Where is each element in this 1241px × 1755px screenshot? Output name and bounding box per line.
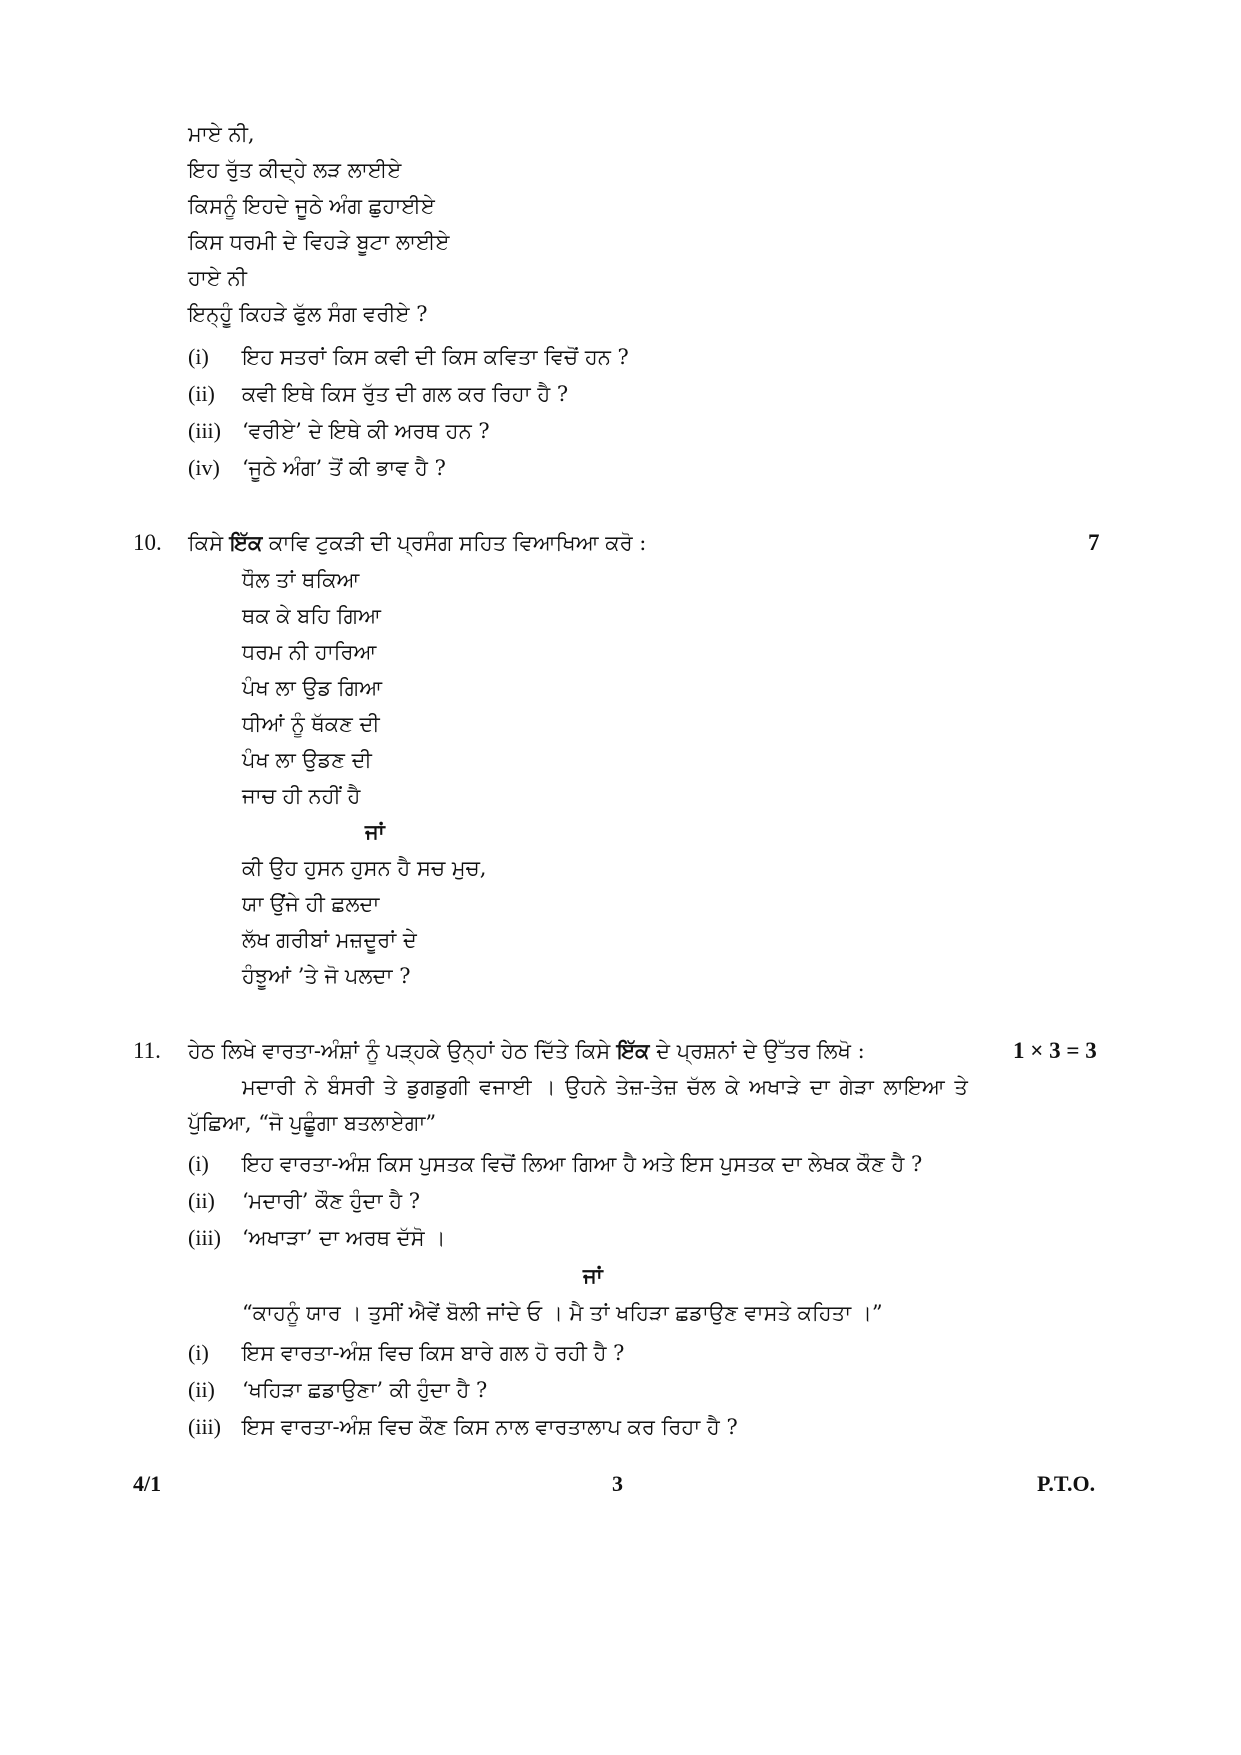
question-marks: 1 × 3 = 3 [1013, 1038, 1097, 1063]
poem-line: ਇਨ੍ਹੂੰ ਕਿਹੜੇ ਫੁੱਲ ਸੰਗ ਵਰੀਏ ? [188, 302, 428, 326]
sub-question-label: (iii) [188, 1225, 221, 1250]
sub-question-text: ‘ਅਖਾੜਾ’ ਦਾ ਅਰਥ ਦੱਸੋ । [242, 1226, 446, 1250]
sub-question-label: (i) [188, 1340, 209, 1365]
passage-line: ਮਦਾਰੀ ਨੇ ਬੰਸਰੀ ਤੇ ਡੁਗਡੁਗੀ ਵਜਾਈ । ਉਹਨੇ ਤੇਜ਼-ਤੇਜ਼ ਚੱਲ ਕੇ ਅਖਾੜੇ ਦਾ ਗੇੜਾ ਲਾਇਆ ਤੇ [242, 1075, 968, 1099]
sub-question-label: (i) [188, 344, 209, 369]
sub-question-label: (ii) [188, 381, 215, 406]
poem-line: ਹੰਝੂਆਂ ’ਤੇ ਜੋ ਪਲਦਾ ? [242, 964, 411, 988]
poem-line: ਕਿਸ ਧਰਮੀ ਦੇ ਵਿਹੜੇ ਬੂਟਾ ਲਾਈਏ [188, 230, 450, 254]
page-number: 3 [612, 1471, 623, 1496]
question-marks: 7 [1088, 530, 1100, 555]
question-number: 10. [133, 530, 162, 555]
sub-question-label: (i) [188, 1151, 209, 1176]
sub-question-label: (ii) [188, 1188, 215, 1213]
question-number: 11. [133, 1038, 161, 1063]
poem-line: ਜਾਚ ਹੀ ਨਹੀਂ ਹੈ [242, 784, 361, 808]
poem-line: ਪੰਖ ਲਾ ਉਡਣ ਦੀ [242, 748, 372, 772]
passage-line: ਪੁੱਛਿਆ, “ਜੋ ਪੁਛੂੰਗਾ ਬਤਲਾਏਗਾ” [188, 1111, 437, 1135]
sub-question-text: ‘ਜੂਠੇ ਅੰਗ’ ਤੋਂ ਕੀ ਭਾਵ ਹੈ ? [242, 456, 446, 480]
sub-question-text: ਇਹ ਵਾਰਤਾ-ਅੰਸ਼ ਕਿਸ ਪੁਸਤਕ ਵਿਚੋਂ ਲਿਆ ਗਿਆ ਹੈ ਅਤੇ ਇਸ ਪੁਸਤਕ ਦਾ ਲੇਖਕ ਕੌਣ ਹੈ ? [242, 1152, 923, 1176]
paper-code: 4/1 [133, 1471, 162, 1496]
poem-line: ਹਾਏ ਨੀ [188, 266, 247, 290]
sub-question-text: ਇਸ ਵਾਰਤਾ-ਅੰਸ਼ ਵਿਚ ਕੌਣ ਕਿਸ ਨਾਲ ਵਾਰਤਾਲਾਪ ਕਰ ਰਿਹਾ ਹੈ ? [242, 1415, 738, 1439]
poem-line: ਧਰਮ ਨੀ ਹਾਰਿਆ [242, 640, 377, 664]
sub-question-label: (ii) [188, 1377, 215, 1402]
poem-line: ਧੌਲ ਤਾਂ ਥਕਿਆ [242, 568, 360, 592]
sub-question-label: (iii) [188, 1414, 221, 1439]
sub-question-text: ਕਵੀ ਇਥੇ ਕਿਸ ਰੁੱਤ ਦੀ ਗਲ ਕਰ ਰਿਹਾ ਹੈ ? [242, 382, 569, 406]
or-separator: ਜਾਂ [365, 819, 385, 844]
question-text: ਹੇਠ ਲਿਖੇ ਵਾਰਤਾ-ਅੰਸ਼ਾਂ ਨੂੰ ਪੜ੍ਹਕੇ ਉਨ੍ਹਾਂ ਹੇਠ ਦਿੱਤੇ ਕਿਸੇ ਇੱਕ ਦੇ ਪ੍ਰਸ਼ਨਾਂ ਦੇ ਉੱਤਰ ਲਿਖੋ : [188, 1038, 865, 1063]
sub-question-text: ‘ਵਰੀਏ’ ਦੇ ਇਥੇ ਕੀ ਅਰਥ ਹਨ ? [242, 419, 490, 443]
poem-line: ਕੀ ਉਹ ਹੁਸਨ ਹੁਸਨ ਹੈ ਸਚ ਮੁਚ, [242, 856, 487, 880]
poem-line: ਯਾ ਉਂਜੇ ਹੀ ਛਲਦਾ [242, 892, 380, 916]
sub-question-text: ‘ਮਦਾਰੀ’ ਕੌਣ ਹੁੰਦਾ ਹੈ ? [242, 1189, 421, 1213]
pto-label: P.T.O. [1037, 1471, 1096, 1496]
poem-line: ਕਿਸਨੂੰ ਇਹਦੇ ਜੂਠੇ ਅੰਗ ਛੁਹਾਈਏ [188, 194, 435, 218]
sub-question-text: ‘ਖਹਿੜਾ ਛਡਾਉਣਾ’ ਕੀ ਹੁੰਦਾ ਹੈ ? [242, 1378, 488, 1402]
poem-line: ਲੱਖ ਗਰੀਬਾਂ ਮਜ਼ਦੂਰਾਂ ਦੇ [242, 928, 417, 952]
poem-line: ਧੀਆਂ ਨੂੰ ਥੱਕਣ ਦੀ [242, 712, 380, 736]
poem-line: ਪੰਖ ਲਾ ਉਡ ਗਿਆ [242, 676, 383, 700]
poem-line: ਮਾਏ ਨੀ, [188, 122, 255, 146]
poem-line: ਥਕ ਕੇ ਬਹਿ ਗਿਆ [242, 604, 381, 628]
sub-question-label: (iii) [188, 418, 221, 443]
poem-line: ਇਹ ਰੁੱਤ ਕੀਦ੍ਹੇ ਲੜ ਲਾਈਏ [188, 158, 402, 182]
sub-question-text: ਇਸ ਵਾਰਤਾ-ਅੰਸ਼ ਵਿਚ ਕਿਸ ਬਾਰੇ ਗਲ ਹੋ ਰਹੀ ਹੈ ? [242, 1341, 625, 1365]
passage-line: “ਕਾਹਨੂੰ ਯਾਰ । ਤੁਸੀਂ ਐਵੇਂ ਬੋਲੀ ਜਾਂਦੇ ਓ । ਮੈ ਤਾਂ ਖਹਿੜਾ ਛਡਾਉਣ ਵਾਸਤੇ ਕਹਿਤਾ ।” [242, 1301, 883, 1325]
sub-question-label: (iv) [188, 455, 220, 480]
or-separator: ਜਾਂ [583, 1263, 603, 1288]
question-text: ਕਿਸੇ ਇੱਕ ਕਾਵਿ ਟੁਕੜੀ ਦੀ ਪ੍ਰਸੰਗ ਸਹਿਤ ਵਿਆਖਿਆ ਕਰੋ : [188, 530, 647, 555]
sub-question-text: ਇਹ ਸਤਰਾਂ ਕਿਸ ਕਵੀ ਦੀ ਕਿਸ ਕਵਿਤਾ ਵਿਚੋਂ ਹਨ ? [242, 345, 629, 369]
